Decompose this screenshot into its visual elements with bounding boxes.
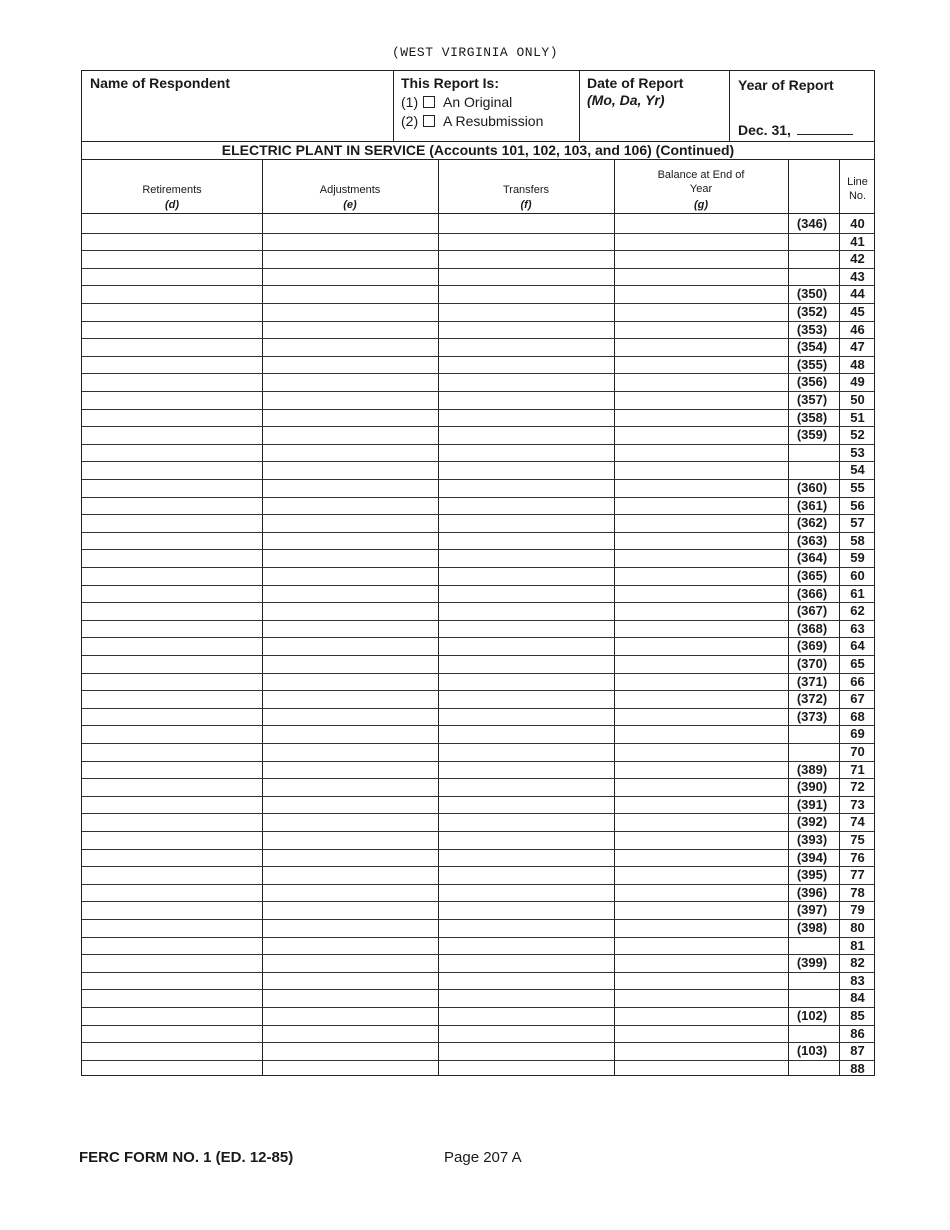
table-row[interactable]	[82, 866, 874, 884]
line-number: 48	[850, 356, 865, 372]
account-number: (389)	[796, 761, 828, 777]
col-header-retirements	[82, 160, 262, 213]
line-number: 79	[850, 902, 865, 918]
year-of-report-label: Year of Report	[738, 77, 834, 93]
line-number: 52	[850, 427, 865, 443]
option1-number: (1)	[401, 94, 419, 110]
account-number: (399)	[796, 955, 828, 971]
resubmission-option-label: A Resubmission	[443, 113, 544, 129]
line-number: 88	[850, 1060, 865, 1076]
account-number: (346)	[796, 216, 828, 231]
table-row[interactable]	[82, 497, 874, 515]
col-letter-f: (f)	[520, 199, 532, 211]
table-row[interactable]	[82, 972, 874, 990]
line-number: 59	[850, 550, 865, 566]
table-row[interactable]	[82, 285, 874, 303]
resubmission-option[interactable]	[401, 113, 572, 129]
line-number: 64	[850, 638, 865, 654]
line-number: 84	[850, 990, 865, 1006]
option2-number: (2)	[401, 113, 419, 129]
account-number: (364)	[796, 550, 828, 566]
year-field[interactable]	[738, 122, 853, 138]
col-letter-d: (d)	[164, 199, 180, 211]
table-row[interactable]	[82, 373, 874, 391]
line-number: 87	[850, 1043, 865, 1059]
line-number: 86	[850, 1025, 865, 1041]
account-number: (396)	[796, 884, 828, 900]
table-row[interactable]	[82, 1060, 874, 1078]
line-number: 62	[850, 603, 865, 619]
line-number: 77	[850, 867, 865, 883]
table-row[interactable]	[82, 356, 874, 374]
line-number: 65	[850, 656, 865, 671]
account-number: (393)	[796, 832, 828, 847]
account-number: (357)	[796, 392, 828, 407]
table-row[interactable]	[82, 250, 874, 268]
table-row[interactable]	[82, 532, 874, 550]
table-row[interactable]	[82, 233, 874, 251]
table-row[interactable]	[82, 268, 874, 286]
col-header-transfers	[438, 160, 614, 213]
table-row[interactable]	[82, 321, 874, 339]
table-row[interactable]	[82, 620, 874, 638]
account-number: (362)	[796, 515, 828, 531]
date-of-report-cell[interactable]	[580, 71, 730, 141]
report-header	[81, 70, 875, 142]
table-row[interactable]	[82, 585, 874, 603]
account-number: (352)	[796, 304, 828, 319]
page-number: Page 207 A	[444, 1149, 522, 1166]
line-number: 54	[850, 462, 865, 478]
line-no-label: Line No.	[847, 176, 868, 202]
table-row[interactable]	[82, 1007, 874, 1025]
line-number: 49	[850, 374, 865, 390]
original-checkbox[interactable]	[423, 96, 435, 108]
section-title: ELECTRIC PLANT IN SERVICE (Accounts 101, 102, 103, and 106) (Continued)	[81, 142, 875, 159]
account-number: (371)	[796, 673, 828, 689]
table-row[interactable]	[82, 796, 874, 814]
report-type-label: This Report Is:	[401, 75, 500, 91]
table-row[interactable]	[82, 637, 874, 655]
header-rule	[82, 213, 874, 214]
line-number: 45	[850, 304, 865, 319]
account-number: (358)	[796, 409, 828, 425]
line-number: 58	[850, 532, 865, 548]
account-number: (356)	[796, 374, 828, 390]
table-row[interactable]	[82, 708, 874, 726]
table-row[interactable]	[82, 673, 874, 691]
col-header-line-no	[839, 160, 876, 213]
account-number: (102)	[796, 1008, 828, 1023]
table-row[interactable]	[82, 655, 874, 673]
line-number: 51	[850, 409, 865, 425]
line-number: 60	[850, 568, 865, 583]
table-row[interactable]	[82, 989, 874, 1007]
account-number: (369)	[796, 638, 828, 654]
col-letter-g: (g)	[693, 199, 709, 211]
line-number: 71	[850, 761, 865, 777]
date-format-label: (Mo, Da, Yr)	[587, 92, 665, 108]
table-row[interactable]	[82, 444, 874, 462]
report-type-cell	[394, 71, 580, 141]
account-number: (394)	[796, 849, 828, 865]
year-of-report-cell	[730, 71, 876, 141]
account-number: (398)	[796, 920, 828, 935]
account-number: (392)	[796, 814, 828, 830]
table-row[interactable]	[82, 549, 874, 567]
account-number: (360)	[796, 480, 828, 495]
account-number: (361)	[796, 497, 828, 513]
table-row[interactable]	[82, 602, 874, 620]
line-number: 70	[850, 744, 865, 759]
account-number: (390)	[796, 779, 828, 795]
account-number: (365)	[796, 568, 828, 583]
account-number: (395)	[796, 867, 828, 883]
account-number: (372)	[796, 691, 828, 707]
original-option[interactable]	[401, 94, 572, 110]
line-number: 69	[850, 726, 865, 742]
account-number: (353)	[796, 321, 828, 337]
account-number: (367)	[796, 603, 828, 619]
table-row[interactable]	[82, 901, 874, 919]
table-row[interactable]	[82, 303, 874, 321]
line-number: 57	[850, 515, 865, 531]
table-row[interactable]	[82, 743, 874, 761]
account-number: (355)	[796, 356, 828, 372]
line-number: 68	[850, 708, 865, 724]
table-row[interactable]	[82, 690, 874, 708]
account-number: (368)	[796, 620, 828, 636]
col-label-transfers: Transfers	[502, 184, 550, 196]
table-row[interactable]	[82, 426, 874, 444]
table-row[interactable]	[82, 778, 874, 796]
line-number: 85	[850, 1008, 865, 1023]
col-letter-e: (e)	[343, 199, 357, 211]
table-row[interactable]	[82, 761, 874, 779]
line-number: 74	[850, 814, 865, 830]
line-number: 83	[850, 972, 865, 988]
col-label-retirements: Retirements	[142, 184, 202, 196]
line-number: 76	[850, 849, 865, 865]
account-number: (373)	[796, 708, 828, 724]
line-number: 73	[850, 796, 865, 812]
line-number: 44	[850, 286, 865, 302]
line-number: 78	[850, 884, 865, 900]
col-header-adjustments	[262, 160, 438, 213]
table-row[interactable]	[82, 567, 874, 585]
state-note: (WEST VIRGINIA ONLY)	[391, 45, 559, 60]
line-number: 42	[850, 251, 865, 267]
line-number: 81	[850, 937, 865, 953]
account-number: (363)	[796, 532, 828, 548]
account-number: (366)	[796, 585, 828, 601]
line-number: 56	[850, 497, 865, 513]
line-number: 53	[850, 444, 865, 460]
account-number: (370)	[796, 656, 828, 671]
line-number: 72	[850, 779, 865, 795]
table-row[interactable]	[82, 937, 874, 955]
account-number: (103)	[796, 1043, 828, 1059]
line-number: 66	[850, 673, 865, 689]
line-number: 43	[850, 268, 865, 284]
line-number: 50	[850, 392, 865, 407]
table-row[interactable]	[82, 338, 874, 356]
table-row[interactable]	[82, 479, 874, 497]
account-number: (350)	[796, 286, 828, 302]
plant-table	[81, 159, 875, 1076]
table-row[interactable]	[82, 514, 874, 532]
original-option-label: An Original	[443, 94, 513, 110]
table-row[interactable]	[82, 919, 874, 937]
table-row[interactable]	[82, 849, 874, 867]
resubmission-checkbox[interactable]	[423, 115, 435, 127]
table-row[interactable]	[82, 813, 874, 831]
line-number: 80	[850, 920, 865, 935]
line-number: 63	[850, 620, 865, 636]
date-of-report-label: Date of Report	[587, 75, 684, 91]
line-number: 47	[850, 339, 865, 355]
account-number: (354)	[796, 339, 828, 355]
line-number: 61	[850, 585, 865, 601]
account-number: (359)	[796, 427, 828, 443]
respondent-name-label: Name of Respondent	[90, 75, 231, 91]
account-number: (391)	[796, 796, 828, 812]
table-row[interactable]	[82, 725, 874, 743]
line-number: 40	[850, 216, 865, 231]
table-row[interactable]	[82, 391, 874, 409]
form-number: FERC FORM NO. 1 (ED. 12-85)	[79, 1149, 294, 1166]
respondent-name-cell[interactable]	[82, 71, 394, 141]
line-number: 75	[850, 832, 865, 847]
col-label-adjustments: Adjustments	[319, 184, 381, 196]
table-row[interactable]	[82, 954, 874, 972]
line-number: 46	[850, 321, 865, 337]
col-label-balance: Balance at End of Year	[657, 169, 745, 195]
account-number: (397)	[796, 902, 828, 918]
line-number: 82	[850, 955, 865, 971]
table-row[interactable]	[82, 1042, 874, 1060]
table-row[interactable]	[82, 461, 874, 479]
table-row[interactable]	[82, 1025, 874, 1043]
year-blank[interactable]	[797, 134, 853, 135]
line-number: 67	[850, 691, 865, 707]
table-row[interactable]	[82, 409, 874, 427]
col-header-balance	[614, 160, 788, 213]
line-number: 41	[850, 233, 865, 249]
table-row[interactable]	[82, 884, 874, 902]
line-number: 55	[850, 480, 865, 495]
table-row[interactable]	[82, 215, 874, 233]
year-prefix: Dec. 31,	[738, 122, 791, 138]
table-row[interactable]	[82, 831, 874, 849]
